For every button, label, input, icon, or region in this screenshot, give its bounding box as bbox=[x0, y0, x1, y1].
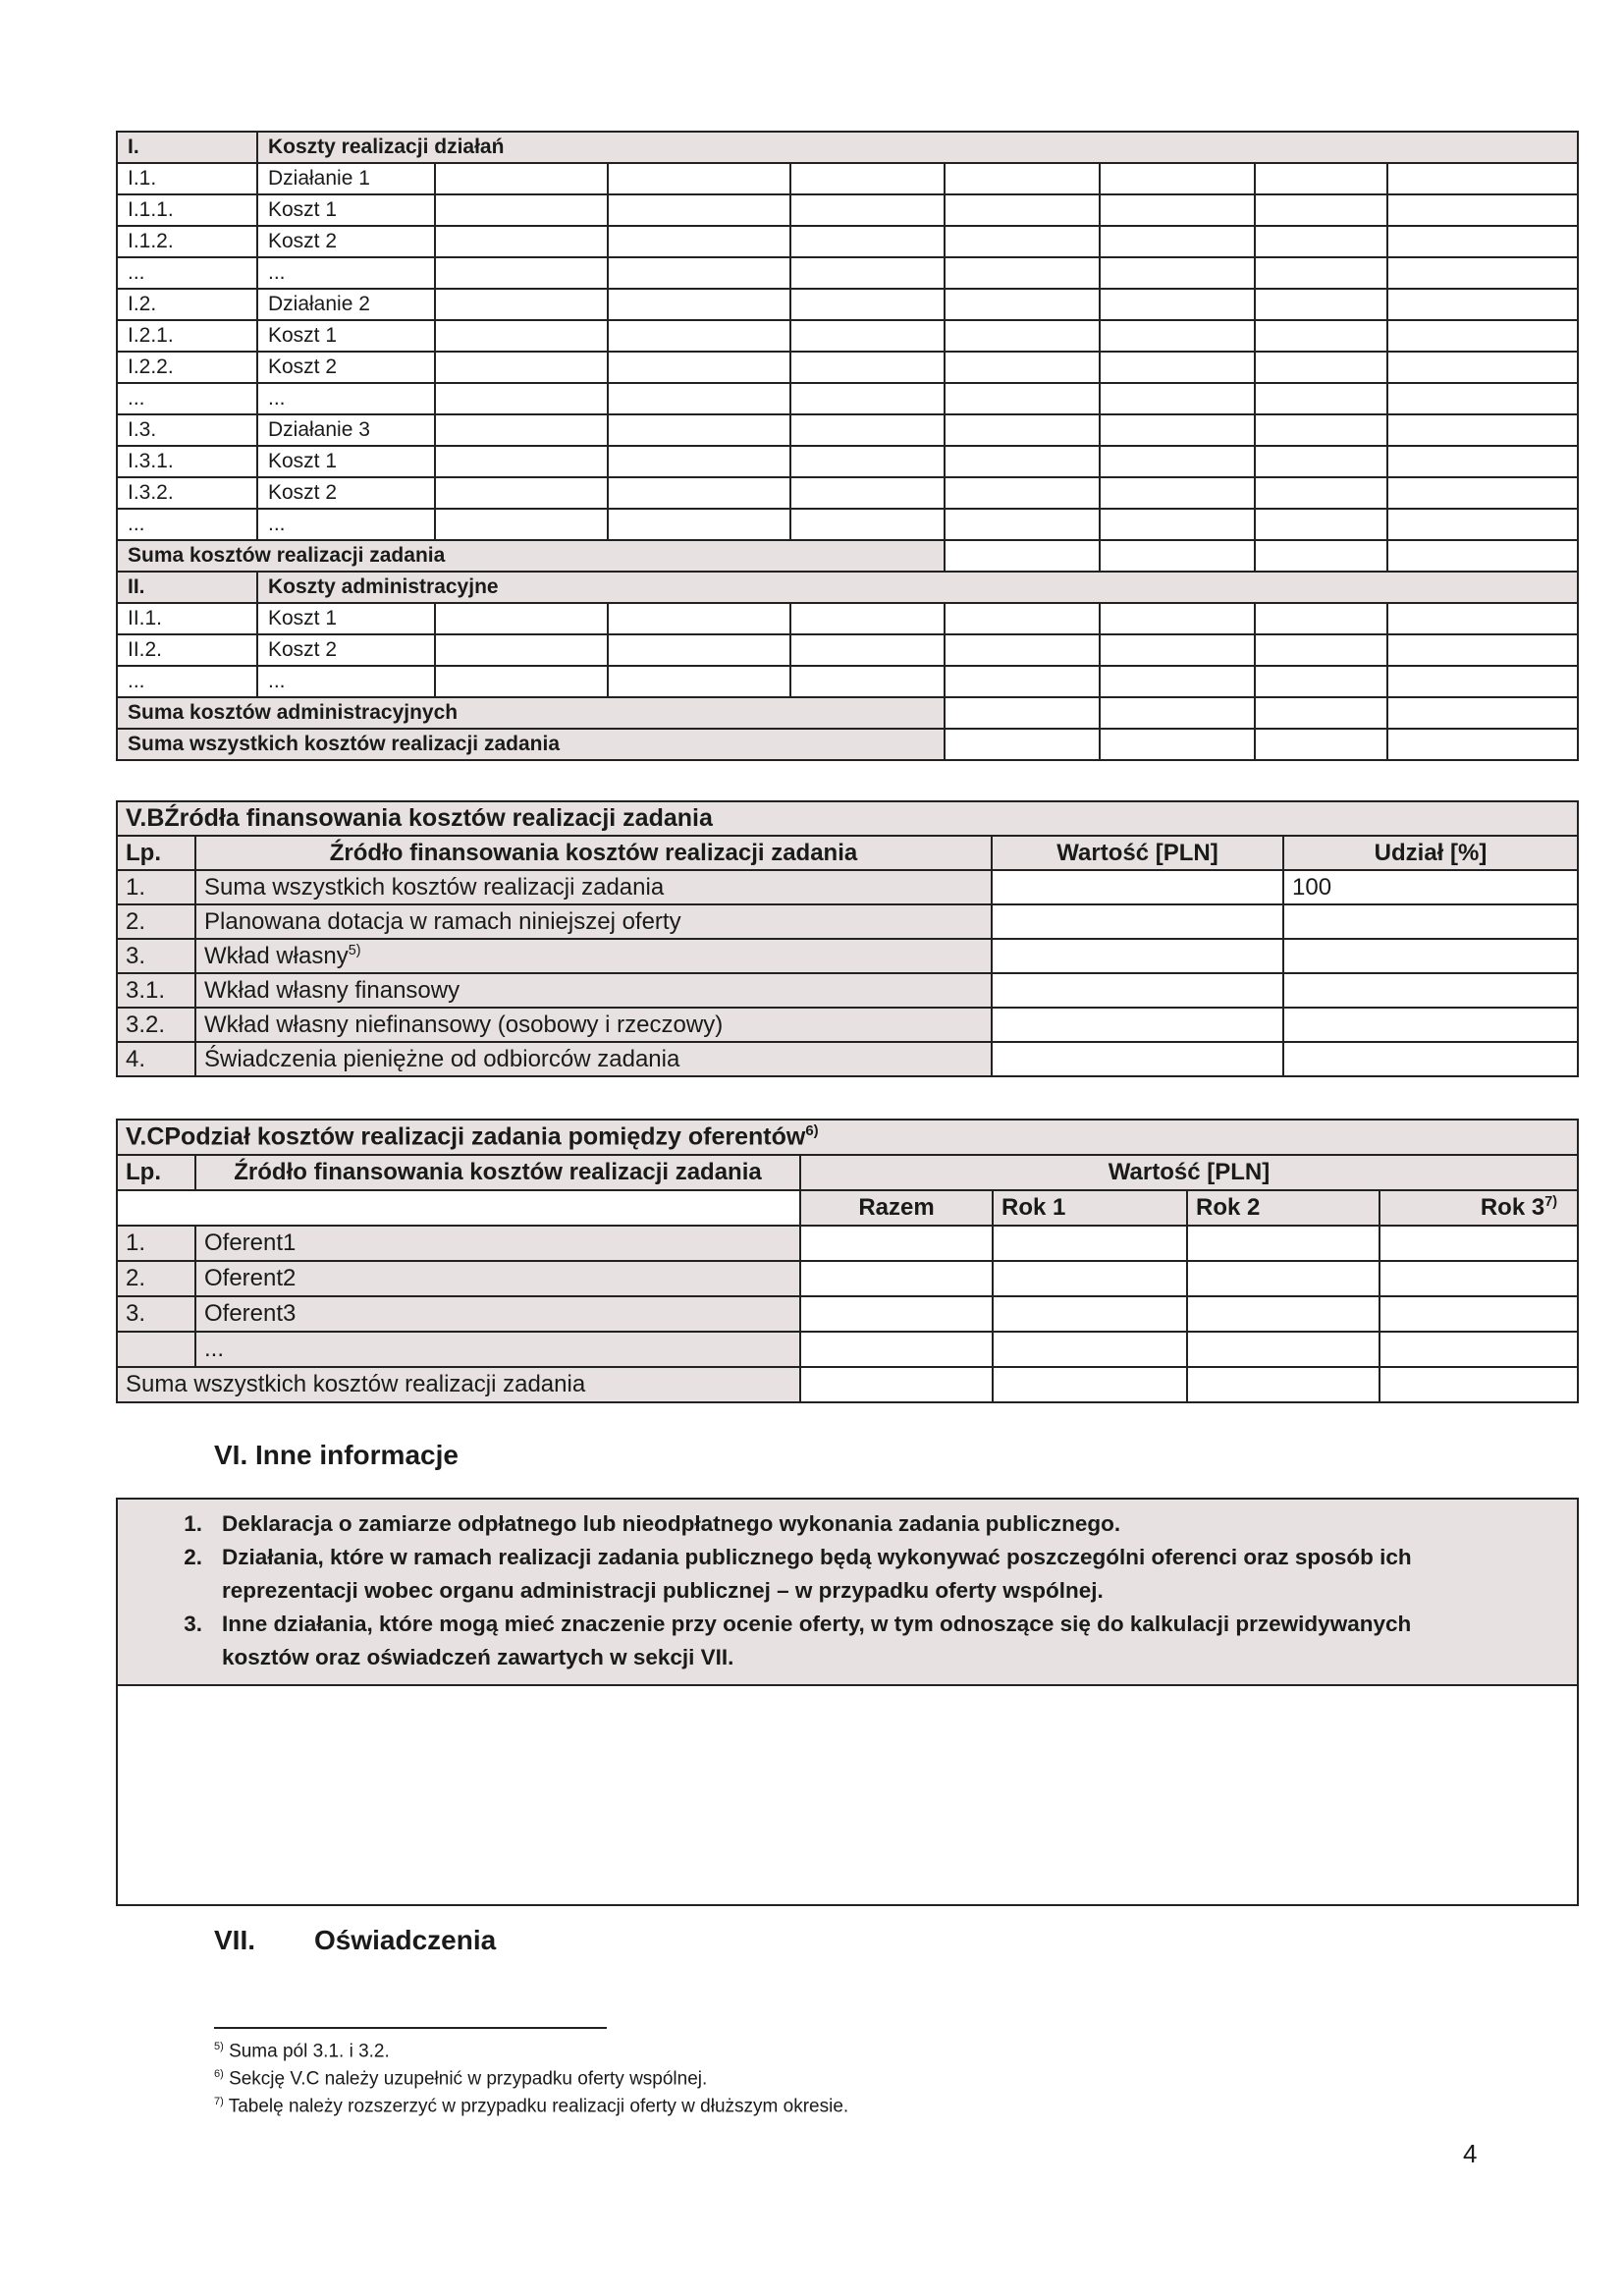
value-cell[interactable] bbox=[992, 1042, 1283, 1076]
footnote bbox=[214, 2068, 707, 2090]
cell[interactable] bbox=[435, 603, 608, 634]
value-cell[interactable] bbox=[992, 904, 1283, 939]
row-label: ... bbox=[257, 509, 435, 540]
cell[interactable] bbox=[1187, 1332, 1380, 1367]
subheader-row bbox=[117, 1190, 1578, 1226]
row-num: ... bbox=[117, 383, 257, 414]
row-label: ... bbox=[257, 257, 435, 289]
cell[interactable] bbox=[608, 320, 790, 352]
cell[interactable] bbox=[945, 320, 1100, 352]
cell[interactable] bbox=[800, 1261, 993, 1296]
info-item-text bbox=[222, 1541, 1557, 1608]
share-cell[interactable] bbox=[1283, 1042, 1578, 1076]
cell[interactable] bbox=[1387, 446, 1578, 477]
cell[interactable] bbox=[993, 1226, 1187, 1261]
cell[interactable] bbox=[790, 352, 945, 383]
row-num: II.2. bbox=[117, 634, 257, 666]
cell[interactable] bbox=[1380, 1296, 1578, 1332]
row-num: II.1. bbox=[117, 603, 257, 634]
cell[interactable] bbox=[1387, 257, 1578, 289]
value-cell[interactable] bbox=[992, 870, 1283, 904]
row-lp bbox=[117, 1332, 195, 1367]
sum-label: Suma wszystkich kosztów realizacji zadania bbox=[117, 1367, 800, 1402]
row-num: I.1.1. bbox=[117, 194, 257, 226]
cell[interactable] bbox=[790, 446, 945, 477]
header-row bbox=[117, 1155, 1578, 1190]
cell[interactable] bbox=[790, 163, 945, 194]
row-num: II. bbox=[117, 572, 257, 603]
cell[interactable] bbox=[608, 509, 790, 540]
row-lp: 4. bbox=[117, 1042, 195, 1076]
row-label: Oferent3 bbox=[195, 1296, 800, 1332]
cell[interactable] bbox=[1255, 729, 1387, 760]
footnote bbox=[214, 2096, 848, 2117]
cell[interactable] bbox=[1100, 729, 1255, 760]
offeror-row bbox=[117, 1296, 1578, 1332]
value-cell[interactable] bbox=[992, 973, 1283, 1008]
cell[interactable] bbox=[1100, 446, 1255, 477]
blank-cell bbox=[117, 1190, 800, 1226]
cell[interactable] bbox=[435, 666, 608, 697]
cell[interactable] bbox=[1255, 477, 1387, 509]
row-num: ... bbox=[117, 257, 257, 289]
cell[interactable] bbox=[1255, 414, 1387, 446]
cell[interactable] bbox=[608, 666, 790, 697]
cell[interactable] bbox=[1187, 1261, 1380, 1296]
cell[interactable] bbox=[790, 477, 945, 509]
info-item-line: reprezentacji wobec organu administracji publicznej – w przypadku oferty wspólnej. bbox=[222, 1578, 1104, 1603]
cell[interactable] bbox=[1100, 226, 1255, 257]
section-vii-title: Oświadczenia bbox=[314, 1925, 497, 1955]
row-label: Wkład własny$^{5)}$ bbox=[195, 939, 992, 973]
row-label: Koszt 1 bbox=[257, 194, 435, 226]
cell[interactable] bbox=[1255, 509, 1387, 540]
cell[interactable] bbox=[1387, 194, 1578, 226]
cell[interactable] bbox=[1255, 320, 1387, 352]
cell[interactable] bbox=[1100, 163, 1255, 194]
cell[interactable] bbox=[945, 509, 1100, 540]
cost-row bbox=[117, 352, 1578, 383]
cell[interactable] bbox=[608, 446, 790, 477]
cell[interactable] bbox=[790, 414, 945, 446]
cell[interactable] bbox=[1100, 320, 1255, 352]
funding-row bbox=[117, 1042, 1578, 1076]
share-cell[interactable] bbox=[1283, 939, 1578, 973]
cell[interactable] bbox=[945, 383, 1100, 414]
cell[interactable] bbox=[608, 289, 790, 320]
footnote bbox=[214, 2041, 390, 2062]
header-source: Źródło finansowania kosztów realizacji zadania bbox=[195, 836, 992, 870]
info-item-line: Inne działania, które mogą mieć znaczenie przy ocenie oferty, w tym odnoszące się do kalkulacji przewidywanych bbox=[222, 1612, 1412, 1636]
row-num: ... bbox=[117, 509, 257, 540]
row-label: Koszt 2 bbox=[257, 226, 435, 257]
cell[interactable] bbox=[435, 194, 608, 226]
cell[interactable] bbox=[1387, 509, 1578, 540]
cell[interactable] bbox=[435, 163, 608, 194]
sum-realizacji-row bbox=[117, 540, 1578, 572]
cell[interactable] bbox=[1387, 697, 1578, 729]
row-label: ... bbox=[257, 383, 435, 414]
section-vii-number: VII. bbox=[214, 1925, 256, 1955]
offeror-row bbox=[117, 1226, 1578, 1261]
cell[interactable] bbox=[945, 603, 1100, 634]
row-lp: 3. bbox=[117, 1296, 195, 1332]
cost-row bbox=[117, 163, 1578, 194]
admin-header-row bbox=[117, 572, 1578, 603]
cell[interactable] bbox=[1255, 257, 1387, 289]
cell[interactable] bbox=[1255, 540, 1387, 572]
costs-header-row bbox=[117, 132, 1578, 163]
cell[interactable] bbox=[435, 257, 608, 289]
cell[interactable] bbox=[1387, 383, 1578, 414]
header-value: Wartość [PLN] bbox=[992, 836, 1283, 870]
footnote-divider bbox=[214, 2027, 607, 2029]
share-cell[interactable] bbox=[1283, 973, 1578, 1008]
row-lp: 3.2. bbox=[117, 1008, 195, 1042]
cell[interactable] bbox=[800, 1367, 993, 1402]
cell[interactable] bbox=[993, 1367, 1187, 1402]
cell[interactable] bbox=[608, 352, 790, 383]
cell[interactable] bbox=[1387, 289, 1578, 320]
cell[interactable] bbox=[1100, 697, 1255, 729]
row-num: I.2.2. bbox=[117, 352, 257, 383]
cost-row bbox=[117, 226, 1578, 257]
row-num: I.3.1. bbox=[117, 446, 257, 477]
row-label: Koszty realizacji działań bbox=[257, 132, 1578, 163]
row-num: I.3.2. bbox=[117, 477, 257, 509]
cell[interactable] bbox=[608, 226, 790, 257]
cell[interactable] bbox=[435, 414, 608, 446]
header-source: Źródło finansowania kosztów realizacji zadania bbox=[195, 1155, 800, 1190]
funding-row bbox=[117, 870, 1578, 904]
cell[interactable] bbox=[790, 257, 945, 289]
row-label: Działanie 3 bbox=[257, 414, 435, 446]
info-item-number: 1. bbox=[184, 1511, 202, 1536]
cell[interactable] bbox=[1255, 603, 1387, 634]
cell[interactable] bbox=[1255, 666, 1387, 697]
footnote-mark: 6) bbox=[214, 2068, 224, 2080]
row-label: Koszt 2 bbox=[257, 634, 435, 666]
cell[interactable] bbox=[435, 289, 608, 320]
cost-row bbox=[117, 603, 1578, 634]
cell[interactable] bbox=[1387, 352, 1578, 383]
cell[interactable] bbox=[1255, 352, 1387, 383]
cell[interactable] bbox=[1387, 540, 1578, 572]
row-label: Planowana dotacja w ramach niniejszej oferty bbox=[195, 904, 992, 939]
cell[interactable] bbox=[1187, 1296, 1380, 1332]
cost-row bbox=[117, 414, 1578, 446]
cell[interactable] bbox=[1255, 163, 1387, 194]
row-label: Koszt 2 bbox=[257, 352, 435, 383]
cell[interactable] bbox=[1187, 1367, 1380, 1402]
section-vc-title: V.CPodział kosztów realizacji zadania pomiędzy oferentów$^{6)}$ bbox=[117, 1120, 1578, 1155]
offeror-row bbox=[117, 1332, 1578, 1367]
row-label: Oferent1 bbox=[195, 1226, 800, 1261]
cell[interactable] bbox=[1100, 257, 1255, 289]
cell[interactable] bbox=[993, 1332, 1187, 1367]
cost-row bbox=[117, 383, 1578, 414]
cost-row bbox=[117, 477, 1578, 509]
share-cell[interactable] bbox=[1283, 1008, 1578, 1042]
row-num: I. bbox=[117, 132, 257, 163]
cell[interactable] bbox=[800, 1332, 993, 1367]
cell[interactable] bbox=[790, 289, 945, 320]
cell[interactable] bbox=[1100, 477, 1255, 509]
footnote-text: Tabelę należy rozszerzyć w przypadku realizacji oferty w dłuższym okresie. bbox=[228, 2096, 849, 2117]
cell[interactable] bbox=[1380, 1261, 1578, 1296]
cell[interactable] bbox=[1380, 1332, 1578, 1367]
info-item-text bbox=[222, 1507, 1557, 1541]
header-rok1: Rok 1 bbox=[993, 1190, 1187, 1226]
offeror-row bbox=[117, 1261, 1578, 1296]
row-label: Wkład własny finansowy bbox=[195, 973, 992, 1008]
cell[interactable] bbox=[435, 383, 608, 414]
cell[interactable] bbox=[1100, 509, 1255, 540]
header-rok2: Rok 2 bbox=[1187, 1190, 1380, 1226]
cell[interactable] bbox=[1100, 289, 1255, 320]
cell[interactable] bbox=[945, 729, 1100, 760]
row-num: I.2.1. bbox=[117, 320, 257, 352]
section-vi-title: VI. Inne informacje bbox=[214, 1440, 459, 1470]
cell[interactable] bbox=[435, 320, 608, 352]
cell[interactable] bbox=[435, 477, 608, 509]
cell[interactable] bbox=[1255, 226, 1387, 257]
cell[interactable] bbox=[608, 383, 790, 414]
row-label: Działanie 2 bbox=[257, 289, 435, 320]
row-num: I.3. bbox=[117, 414, 257, 446]
cell[interactable] bbox=[435, 226, 608, 257]
info-item-text bbox=[222, 1608, 1557, 1674]
cell[interactable] bbox=[945, 540, 1100, 572]
header-lp: Lp. bbox=[117, 1155, 195, 1190]
sum-admin-row bbox=[117, 697, 1578, 729]
cell[interactable] bbox=[1387, 634, 1578, 666]
cell[interactable] bbox=[435, 509, 608, 540]
costs-table bbox=[116, 131, 1579, 761]
cell[interactable] bbox=[790, 194, 945, 226]
funding-row bbox=[117, 1008, 1578, 1042]
row-label: Koszt 1 bbox=[257, 603, 435, 634]
cell[interactable] bbox=[1387, 226, 1578, 257]
footnote-text: Suma pól 3.1. i 3.2. bbox=[229, 2041, 390, 2062]
cell[interactable] bbox=[435, 446, 608, 477]
cell[interactable] bbox=[1387, 320, 1578, 352]
funding-sources-table bbox=[116, 800, 1579, 1077]
cell[interactable] bbox=[790, 320, 945, 352]
sum-all-row bbox=[117, 729, 1578, 760]
cell[interactable] bbox=[1387, 603, 1578, 634]
row-lp: 2. bbox=[117, 904, 195, 939]
info-item-line: Deklaracja o zamiarze odpłatnego lub nieodpłatnego wykonania zadania publicznego. bbox=[222, 1511, 1121, 1536]
other-info-input[interactable] bbox=[118, 1686, 1577, 1922]
info-item bbox=[157, 1541, 1557, 1608]
cell[interactable] bbox=[608, 603, 790, 634]
value-cell[interactable] bbox=[992, 1008, 1283, 1042]
info-item bbox=[157, 1507, 1557, 1541]
cell[interactable] bbox=[945, 226, 1100, 257]
cell[interactable] bbox=[1387, 477, 1578, 509]
cell[interactable] bbox=[945, 634, 1100, 666]
row-label: Suma wszystkich kosztów realizacji zadania bbox=[195, 870, 992, 904]
cell[interactable] bbox=[1380, 1226, 1578, 1261]
cell[interactable] bbox=[945, 352, 1100, 383]
info-item-line: Działania, które w ramach realizacji zadania publicznego będą wykonywać poszczególni oferenci oraz sposób ich bbox=[222, 1545, 1412, 1569]
cell[interactable] bbox=[945, 194, 1100, 226]
section-vb-title: V.BŹródła finansowania kosztów realizacji zadania bbox=[117, 801, 1578, 836]
cell[interactable] bbox=[608, 163, 790, 194]
cell[interactable] bbox=[1380, 1367, 1578, 1402]
cell[interactable] bbox=[435, 352, 608, 383]
cell[interactable] bbox=[945, 477, 1100, 509]
funding-row bbox=[117, 939, 1578, 973]
cost-row bbox=[117, 634, 1578, 666]
cell[interactable] bbox=[1387, 666, 1578, 697]
cell[interactable] bbox=[790, 226, 945, 257]
cell[interactable] bbox=[945, 666, 1100, 697]
cell[interactable] bbox=[790, 383, 945, 414]
row-lp: 3.1. bbox=[117, 973, 195, 1008]
row-label: Świadczenia pieniężne od odbiorców zadania bbox=[195, 1042, 992, 1076]
cell[interactable] bbox=[790, 509, 945, 540]
cost-row bbox=[117, 446, 1578, 477]
cell[interactable] bbox=[800, 1226, 993, 1261]
cost-row bbox=[117, 320, 1578, 352]
other-info-box bbox=[116, 1498, 1579, 1906]
row-lp: 1. bbox=[117, 1226, 195, 1261]
cell[interactable] bbox=[1255, 383, 1387, 414]
row-num: ... bbox=[117, 666, 257, 697]
cell[interactable] bbox=[608, 634, 790, 666]
cell[interactable] bbox=[945, 163, 1100, 194]
cell[interactable] bbox=[790, 666, 945, 697]
funding-row bbox=[117, 904, 1578, 939]
cell[interactable] bbox=[1387, 414, 1578, 446]
sum-label: Suma kosztów administracyjnych bbox=[117, 697, 945, 729]
info-item-number: 2. bbox=[184, 1545, 202, 1569]
header-value: Wartość [PLN] bbox=[800, 1155, 1578, 1190]
sum-row bbox=[117, 1367, 1578, 1402]
header-row bbox=[117, 836, 1578, 870]
header-share: Udział [%] bbox=[1283, 836, 1578, 870]
sum-label: Suma kosztów realizacji zadania bbox=[117, 540, 945, 572]
cell[interactable] bbox=[1387, 163, 1578, 194]
page-number: 4 bbox=[1463, 2139, 1478, 2168]
row-label: Oferent2 bbox=[195, 1261, 800, 1296]
header-razem: Razem bbox=[800, 1190, 993, 1226]
row-lp: 2. bbox=[117, 1261, 195, 1296]
cell[interactable] bbox=[608, 477, 790, 509]
cell[interactable] bbox=[945, 697, 1100, 729]
row-label: Koszt 1 bbox=[257, 446, 435, 477]
cell[interactable] bbox=[1187, 1226, 1380, 1261]
cost-row bbox=[117, 666, 1578, 697]
sum-label: Suma wszystkich kosztów realizacji zadania bbox=[117, 729, 945, 760]
cell[interactable] bbox=[1255, 634, 1387, 666]
row-num: I.1.2. bbox=[117, 226, 257, 257]
footnote-mark: 5) bbox=[214, 2041, 224, 2052]
share-cell[interactable]: 100 bbox=[1283, 870, 1578, 904]
cell[interactable] bbox=[1100, 414, 1255, 446]
cost-split-table bbox=[116, 1119, 1579, 1403]
cell[interactable] bbox=[1100, 194, 1255, 226]
cell[interactable] bbox=[1100, 666, 1255, 697]
cell[interactable] bbox=[1255, 697, 1387, 729]
cell[interactable] bbox=[945, 289, 1100, 320]
cell[interactable] bbox=[945, 414, 1100, 446]
footnote-text: Sekcję V.C należy uzupełnić w przypadku oferty wspólnej. bbox=[229, 2068, 708, 2090]
share-cell[interactable] bbox=[1283, 904, 1578, 939]
cell[interactable] bbox=[800, 1296, 993, 1332]
footnote-mark: 7) bbox=[214, 2096, 224, 2107]
cell[interactable] bbox=[1100, 603, 1255, 634]
cell[interactable] bbox=[790, 634, 945, 666]
section-title-row bbox=[117, 1120, 1578, 1155]
funding-row bbox=[117, 973, 1578, 1008]
row-label: Koszty administracyjne bbox=[257, 572, 1578, 603]
cell[interactable] bbox=[993, 1296, 1187, 1332]
value-cell[interactable] bbox=[992, 939, 1283, 973]
row-lp: 3. bbox=[117, 939, 195, 973]
header-rok3: Rok 3$^{7)}$ bbox=[1380, 1190, 1578, 1226]
cell[interactable] bbox=[790, 603, 945, 634]
cost-row bbox=[117, 257, 1578, 289]
cell[interactable] bbox=[1255, 289, 1387, 320]
cell[interactable] bbox=[1100, 383, 1255, 414]
row-label: Koszt 2 bbox=[257, 477, 435, 509]
cell[interactable] bbox=[1100, 634, 1255, 666]
cell[interactable] bbox=[993, 1261, 1187, 1296]
row-label: ... bbox=[257, 666, 435, 697]
cost-row bbox=[117, 194, 1578, 226]
cell[interactable] bbox=[1255, 446, 1387, 477]
row-num: I.2. bbox=[117, 289, 257, 320]
cost-row bbox=[117, 289, 1578, 320]
info-item-number: 3. bbox=[184, 1612, 202, 1636]
info-item bbox=[157, 1608, 1557, 1674]
row-label: Koszt 1 bbox=[257, 320, 435, 352]
cell[interactable] bbox=[945, 446, 1100, 477]
cell[interactable] bbox=[1255, 194, 1387, 226]
cell[interactable] bbox=[608, 414, 790, 446]
row-lp: 1. bbox=[117, 870, 195, 904]
row-num: I.1. bbox=[117, 163, 257, 194]
cell[interactable] bbox=[608, 257, 790, 289]
cell[interactable] bbox=[435, 634, 608, 666]
row-label: Wkład własny niefinansowy (osobowy i rzeczowy) bbox=[195, 1008, 992, 1042]
cell[interactable] bbox=[1100, 540, 1255, 572]
section-title-row bbox=[117, 801, 1578, 836]
other-info-list bbox=[118, 1500, 1577, 1686]
cost-row bbox=[117, 509, 1578, 540]
header-lp: Lp. bbox=[117, 836, 195, 870]
cell[interactable] bbox=[608, 194, 790, 226]
info-item-line: kosztów oraz oświadczeń zawartych w sekcji VII. bbox=[222, 1645, 734, 1669]
cell[interactable] bbox=[1100, 352, 1255, 383]
row-label: ... bbox=[195, 1332, 800, 1367]
cell[interactable] bbox=[1387, 729, 1578, 760]
cell[interactable] bbox=[945, 257, 1100, 289]
row-label: Działanie 1 bbox=[257, 163, 435, 194]
